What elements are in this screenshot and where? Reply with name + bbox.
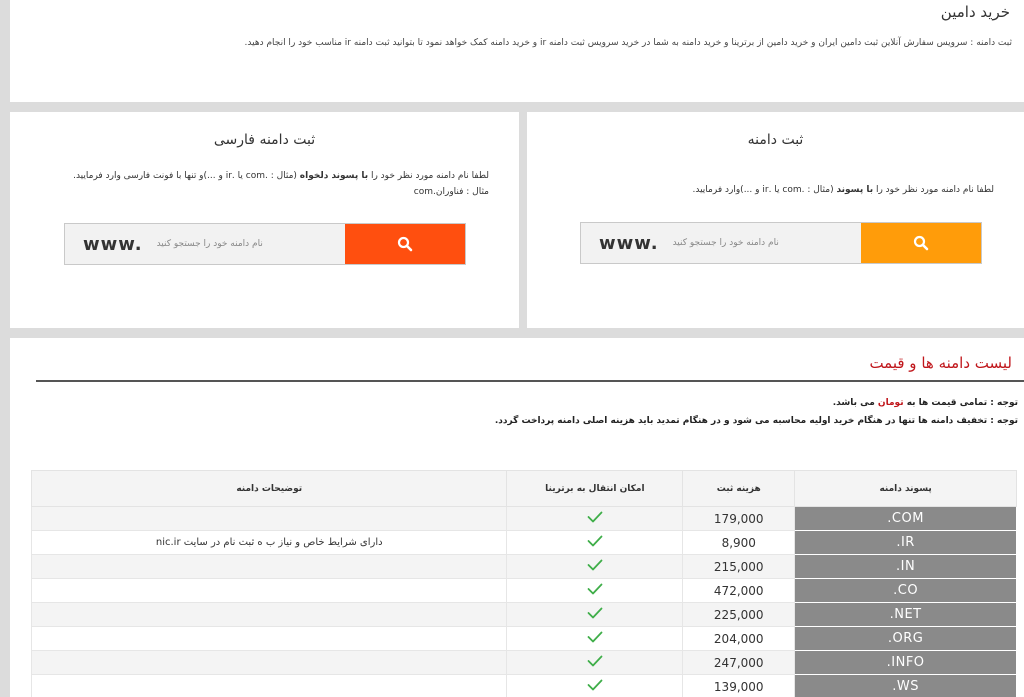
row-description (32, 651, 507, 675)
check-icon (587, 535, 603, 547)
domain-price-list (10, 338, 1024, 697)
row-transfer (507, 651, 683, 675)
row-description: دارای شرایط خاص و نیاز ب ه ثبت نام در سایت nic.ir (32, 531, 507, 555)
table-row (32, 555, 1017, 579)
www-prefix: www. (83, 233, 143, 255)
search-icon (397, 236, 413, 252)
row-suffix: .CO (795, 579, 1017, 603)
list-title: لیست دامنه ها و قیمت (869, 354, 1012, 372)
table-row (32, 507, 1017, 531)
persian-domain-title: ثبت دامنه فارسی (213, 132, 316, 148)
desc-text: (مثال : .com یا .ir و ...)و تنها با فونت فارسی وارد فرمایید. (73, 171, 300, 181)
desc-text: (مثال : .com یا .ir و ...)وارد فرمایید. (692, 185, 837, 195)
register-search-button[interactable] (861, 223, 981, 263)
search-placeholder: نام دامنه خود را جستجو کنید (156, 239, 263, 249)
check-icon (587, 655, 603, 667)
col-cost: هزینه ثبت (683, 471, 795, 507)
row-suffix: .WS (795, 675, 1017, 697)
persian-example: مثال : فناوران.com (413, 187, 489, 197)
row-suffix: .IN (795, 555, 1017, 579)
persian-domain-box (10, 112, 519, 328)
row-description (32, 579, 507, 603)
row-description (32, 627, 507, 651)
row-transfer (507, 507, 683, 531)
row-cost: 8,900 (683, 531, 795, 555)
desc-text: لطفا نام دامنه مورد نظر خود را (873, 185, 994, 195)
row-suffix: .ORG (795, 627, 1017, 651)
persian-domain-desc (10, 168, 519, 200)
table-header-row (32, 471, 1017, 507)
register-domain-box (527, 112, 1024, 328)
row-cost: 139,000 (683, 675, 795, 697)
row-cost: 204,000 (683, 627, 795, 651)
note-text: توجه : تمامی قیمت ها به (903, 398, 1018, 408)
persian-search-button[interactable] (345, 224, 465, 264)
intro-section (10, 0, 1024, 102)
table-row (32, 579, 1017, 603)
col-description: توضیحات دامنه (32, 471, 507, 507)
currency-text: تومان (877, 398, 904, 408)
check-icon (587, 631, 603, 643)
row-cost: 247,000 (683, 651, 795, 675)
discount-note: توجه : تخفیف دامنه ها تنها در هنگام خرید اولیه محاسبه می شود و در هنگام تمدید باید هزینه اصلی دامنه پرداخت گردد. (494, 416, 1018, 426)
row-suffix: .IR (795, 531, 1017, 555)
domain-table (31, 470, 1017, 697)
row-transfer (507, 603, 683, 627)
search-placeholder: نام دامنه خود را جستجو کنید (672, 238, 779, 248)
table-row (32, 651, 1017, 675)
check-icon (587, 511, 603, 523)
check-icon (587, 559, 603, 571)
table-row (32, 603, 1017, 627)
row-transfer (507, 531, 683, 555)
title-divider (36, 380, 1024, 382)
register-domain-title: ثبت دامنه (747, 132, 804, 148)
note-text: می باشد. (832, 398, 878, 408)
row-cost: 215,000 (683, 555, 795, 579)
search-icon (913, 235, 929, 251)
intro-text: ثبت دامنه : سرویس سفارش آنلاین ثبت دامین ایران و خرید دامین از برترینا و خرید دامنه به شما در خرید سرویس ثبت دامنه ir و خرید دامنه کمک خواهد نمود تا بتوانید ثبت دامنه ir مناسب خود را انجام دهید. (244, 38, 1012, 48)
row-transfer (507, 627, 683, 651)
row-suffix: .COM (795, 507, 1017, 531)
row-description (32, 507, 507, 531)
register-domain-desc (527, 182, 1024, 198)
desc-bold: با پسوند دلخواه (299, 171, 369, 181)
check-icon (587, 583, 603, 595)
desc-bold: با پسوند (836, 185, 874, 195)
row-description (32, 555, 507, 579)
row-description (32, 603, 507, 627)
col-suffix: پسوند دامنه (795, 471, 1017, 507)
row-suffix: .NET (795, 603, 1017, 627)
table-row (32, 531, 1017, 555)
row-transfer (507, 579, 683, 603)
desc-text: لطفا نام دامنه مورد نظر خود را (368, 171, 489, 181)
row-transfer (507, 555, 683, 579)
www-prefix: www. (599, 232, 659, 254)
check-icon (587, 679, 603, 691)
row-description (32, 675, 507, 697)
register-search-input[interactable] (581, 223, 861, 263)
row-cost: 225,000 (683, 603, 795, 627)
table-row (32, 675, 1017, 697)
row-transfer (507, 675, 683, 697)
check-icon (587, 607, 603, 619)
register-search-bar (580, 222, 982, 264)
price-note (833, 398, 1018, 408)
row-suffix: .INFO (795, 651, 1017, 675)
col-transfer: امکان انتقال به برترینا (507, 471, 683, 507)
row-cost: 472,000 (683, 579, 795, 603)
persian-search-input[interactable] (65, 224, 345, 264)
table-row (32, 627, 1017, 651)
row-cost: 179,000 (683, 507, 795, 531)
page-title: خرید دامین (940, 3, 1010, 21)
persian-search-bar (64, 223, 466, 265)
